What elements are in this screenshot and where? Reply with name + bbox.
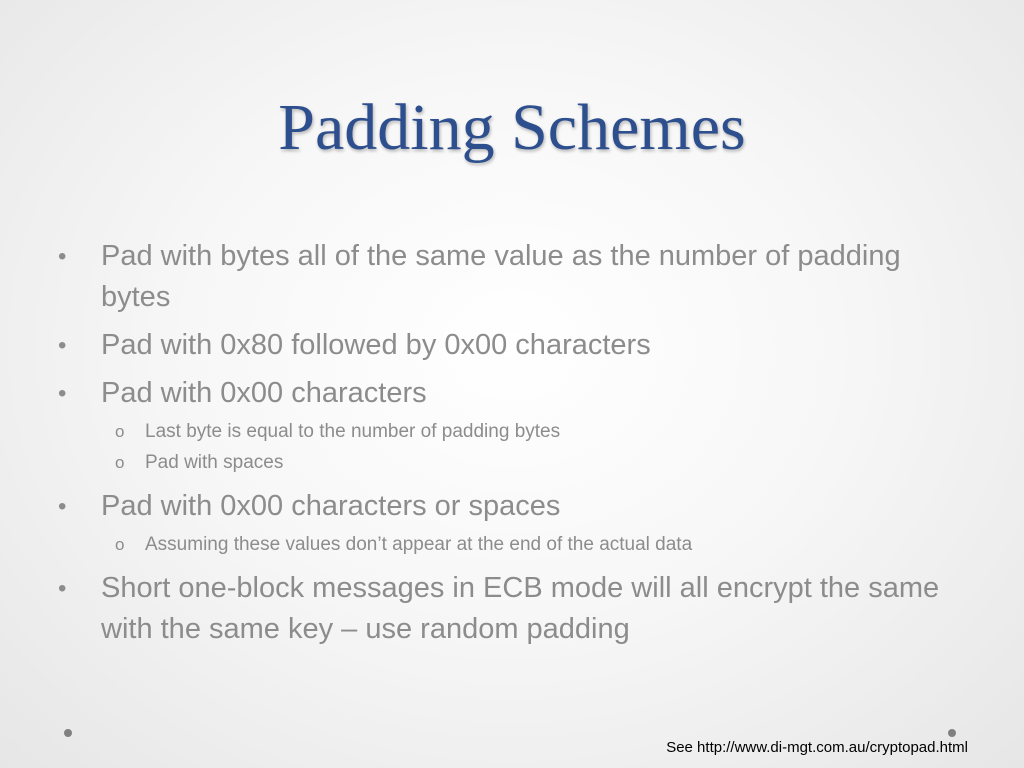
bullet-item	[58, 568, 958, 650]
bullet-glyph: •	[58, 380, 67, 407]
bullet-glyph: •	[58, 493, 67, 520]
sub-bullet-item	[101, 416, 958, 447]
bullet-glyph: •	[58, 243, 67, 270]
bullet-text: Pad with bytes all of the same value as the number of padding bytes	[101, 240, 901, 313]
sub-bullet-text: Assuming these values don’t appear at the end of the actual data	[145, 534, 693, 555]
slide-title: Padding Schemes	[278, 91, 746, 164]
bullet-text: Short one-block messages in ECB mode will all encrypt the same with the same key – use random padding	[101, 572, 940, 645]
bullet-text: Pad with 0x00 characters	[101, 377, 427, 409]
bullet-item	[58, 373, 958, 478]
bullet-item	[58, 236, 958, 318]
sub-bullet-glyph: o	[115, 422, 125, 441]
bullet-item	[58, 486, 958, 560]
decorative-dot-left	[64, 729, 72, 737]
sub-bullet-list	[101, 529, 958, 560]
decorative-dot-right	[948, 729, 956, 737]
slide-body	[58, 236, 958, 657]
source-footnote: See http://www.di-mgt.com.au/cryptopad.html	[666, 739, 968, 756]
sub-bullet-item	[101, 447, 958, 478]
bullet-list	[58, 236, 958, 650]
sub-bullet-glyph: o	[115, 453, 125, 472]
bullet-item	[58, 325, 958, 366]
sub-bullet-item	[101, 529, 958, 560]
bullet-glyph: •	[58, 332, 67, 359]
sub-bullet-text: Pad with spaces	[145, 452, 284, 473]
bullet-text: Pad with 0x00 characters or spaces	[101, 490, 561, 522]
sub-bullet-list	[101, 416, 958, 478]
bullet-glyph: •	[58, 575, 67, 602]
sub-bullet-text: Last byte is equal to the number of padding bytes	[145, 421, 561, 442]
sub-bullet-glyph: o	[115, 535, 125, 554]
bullet-text: Pad with 0x80 followed by 0x00 characters	[101, 329, 651, 361]
